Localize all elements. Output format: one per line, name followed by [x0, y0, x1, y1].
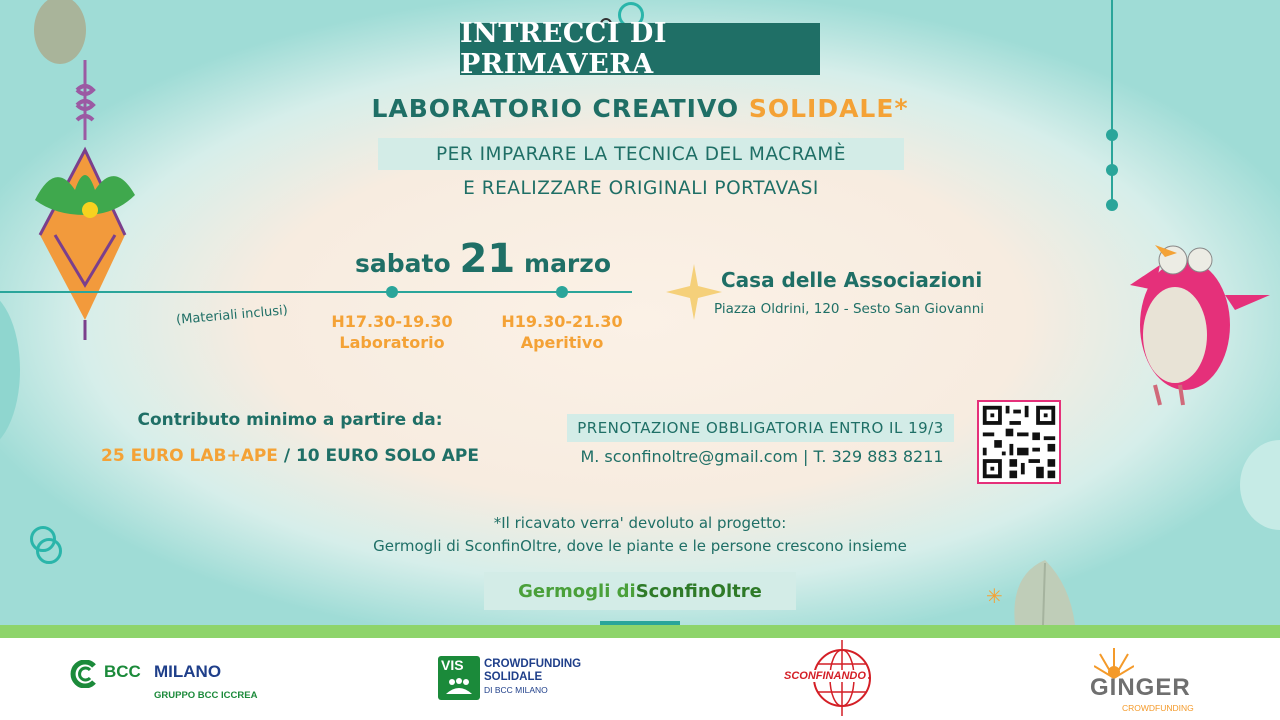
- ginger-sub: CROWDFUNDING: [1122, 703, 1194, 713]
- sconfinando-logo[interactable]: [780, 638, 906, 718]
- contribution-label: Contributo minimo a partire da:: [137, 410, 443, 430]
- price-lab: 25 EURO LAB+APE: [101, 446, 278, 466]
- bcc-milano-logo[interactable]: [70, 656, 270, 706]
- schedule-slot-lab: [322, 311, 462, 353]
- materials-note: (Materiali inclusi): [175, 303, 289, 328]
- purpose-line2: E REALIZZARE ORIGINALI PORTAVASI: [463, 178, 819, 199]
- decor-circle-bottom2: [36, 538, 62, 564]
- decor-right-line: [1111, 0, 1113, 210]
- timeline-line: [0, 291, 632, 293]
- decor-blob-right: [1240, 440, 1280, 530]
- bcc-logo-icon: [70, 660, 98, 688]
- decor-dot: [1106, 164, 1118, 176]
- contribution-prices: [60, 446, 520, 466]
- vis-line3: DI BCC MILANO: [484, 685, 548, 695]
- bcc-name: BCC: [104, 662, 141, 681]
- proceeds-note-line1: *Il ricavato verra' devoluto al progetto:: [493, 514, 787, 532]
- schedule-time: H19.30-21.30: [501, 312, 623, 331]
- subtitle-part2: SOLIDALE*: [748, 94, 909, 123]
- event-title-banner: INTRECCI DI PRIMAVERA: [460, 23, 820, 75]
- decor-dot: [1106, 129, 1118, 141]
- workshop-subtitle: [300, 94, 980, 123]
- leaf-illustration: [1005, 555, 1085, 625]
- ginger-name: GINGER: [1090, 674, 1191, 701]
- date-weekday: sabato: [355, 249, 451, 278]
- sconfinando-name: SCONFINANDO: [784, 670, 866, 682]
- timeline-dot: [556, 286, 568, 298]
- schedule-slot-ape: [492, 311, 632, 353]
- ginger-logo[interactable]: [1088, 644, 1208, 720]
- booking-notice: PRENOTAZIONE OBBLIGATORIA ENTRO IL 19/3: [567, 414, 954, 442]
- vis-line2: SOLIDALE: [484, 671, 543, 683]
- venue-address: Piazza Oldrini, 120 - Sesto San Giovanni: [714, 301, 984, 317]
- schedule-time: H17.30-19.30: [331, 312, 453, 331]
- vis-badge: [438, 656, 480, 700]
- sparkle-small-icon: ✳: [986, 584, 1003, 608]
- schedule-label: Aperitivo: [520, 333, 604, 352]
- vis-crowdfunding-logo[interactable]: [438, 656, 608, 704]
- pink-bird-illustration: [1125, 235, 1275, 415]
- vis-people-icon: [444, 676, 474, 696]
- vis-line1: CROWDFUNDING: [484, 658, 582, 670]
- price-ape: 10 EURO SOLO APE: [295, 446, 479, 466]
- event-date: [355, 236, 611, 282]
- schedule-label: Laboratorio: [339, 333, 445, 352]
- hanging-plant-illustration: [15, 0, 145, 350]
- proceeds-note-line2: Germogli di SconfinOltre, dove le piante e le persone crescono insieme: [373, 537, 907, 555]
- project-name-box: [484, 572, 796, 610]
- project-word1: Germogli di: [518, 580, 636, 602]
- qr-code[interactable]: [977, 400, 1061, 484]
- bcc-group: GRUPPO BCC ICCREA: [154, 690, 258, 701]
- purpose-line1: PER IMPARARE LA TECNICA DEL MACRAMÈ: [378, 138, 904, 170]
- timeline-dot: [386, 286, 398, 298]
- date-month: marzo: [524, 249, 611, 278]
- green-divider: [0, 625, 1280, 638]
- sponsor-footer: [0, 638, 1280, 720]
- decor-dot: [1106, 199, 1118, 211]
- date-day: 21: [459, 236, 516, 282]
- venue-name: Casa delle Associazioni: [721, 268, 983, 292]
- vis-badge-text: VIS: [441, 657, 464, 673]
- booking-contact: M. sconfinoltre@gmail.com | T. 329 883 8211: [580, 447, 944, 466]
- price-separator: /: [277, 446, 296, 466]
- project-word2: SconfinOltre: [635, 580, 762, 602]
- subtitle-part1: LABORATORIO CREATIVO: [371, 94, 749, 123]
- bcc-city: MILANO: [154, 662, 222, 681]
